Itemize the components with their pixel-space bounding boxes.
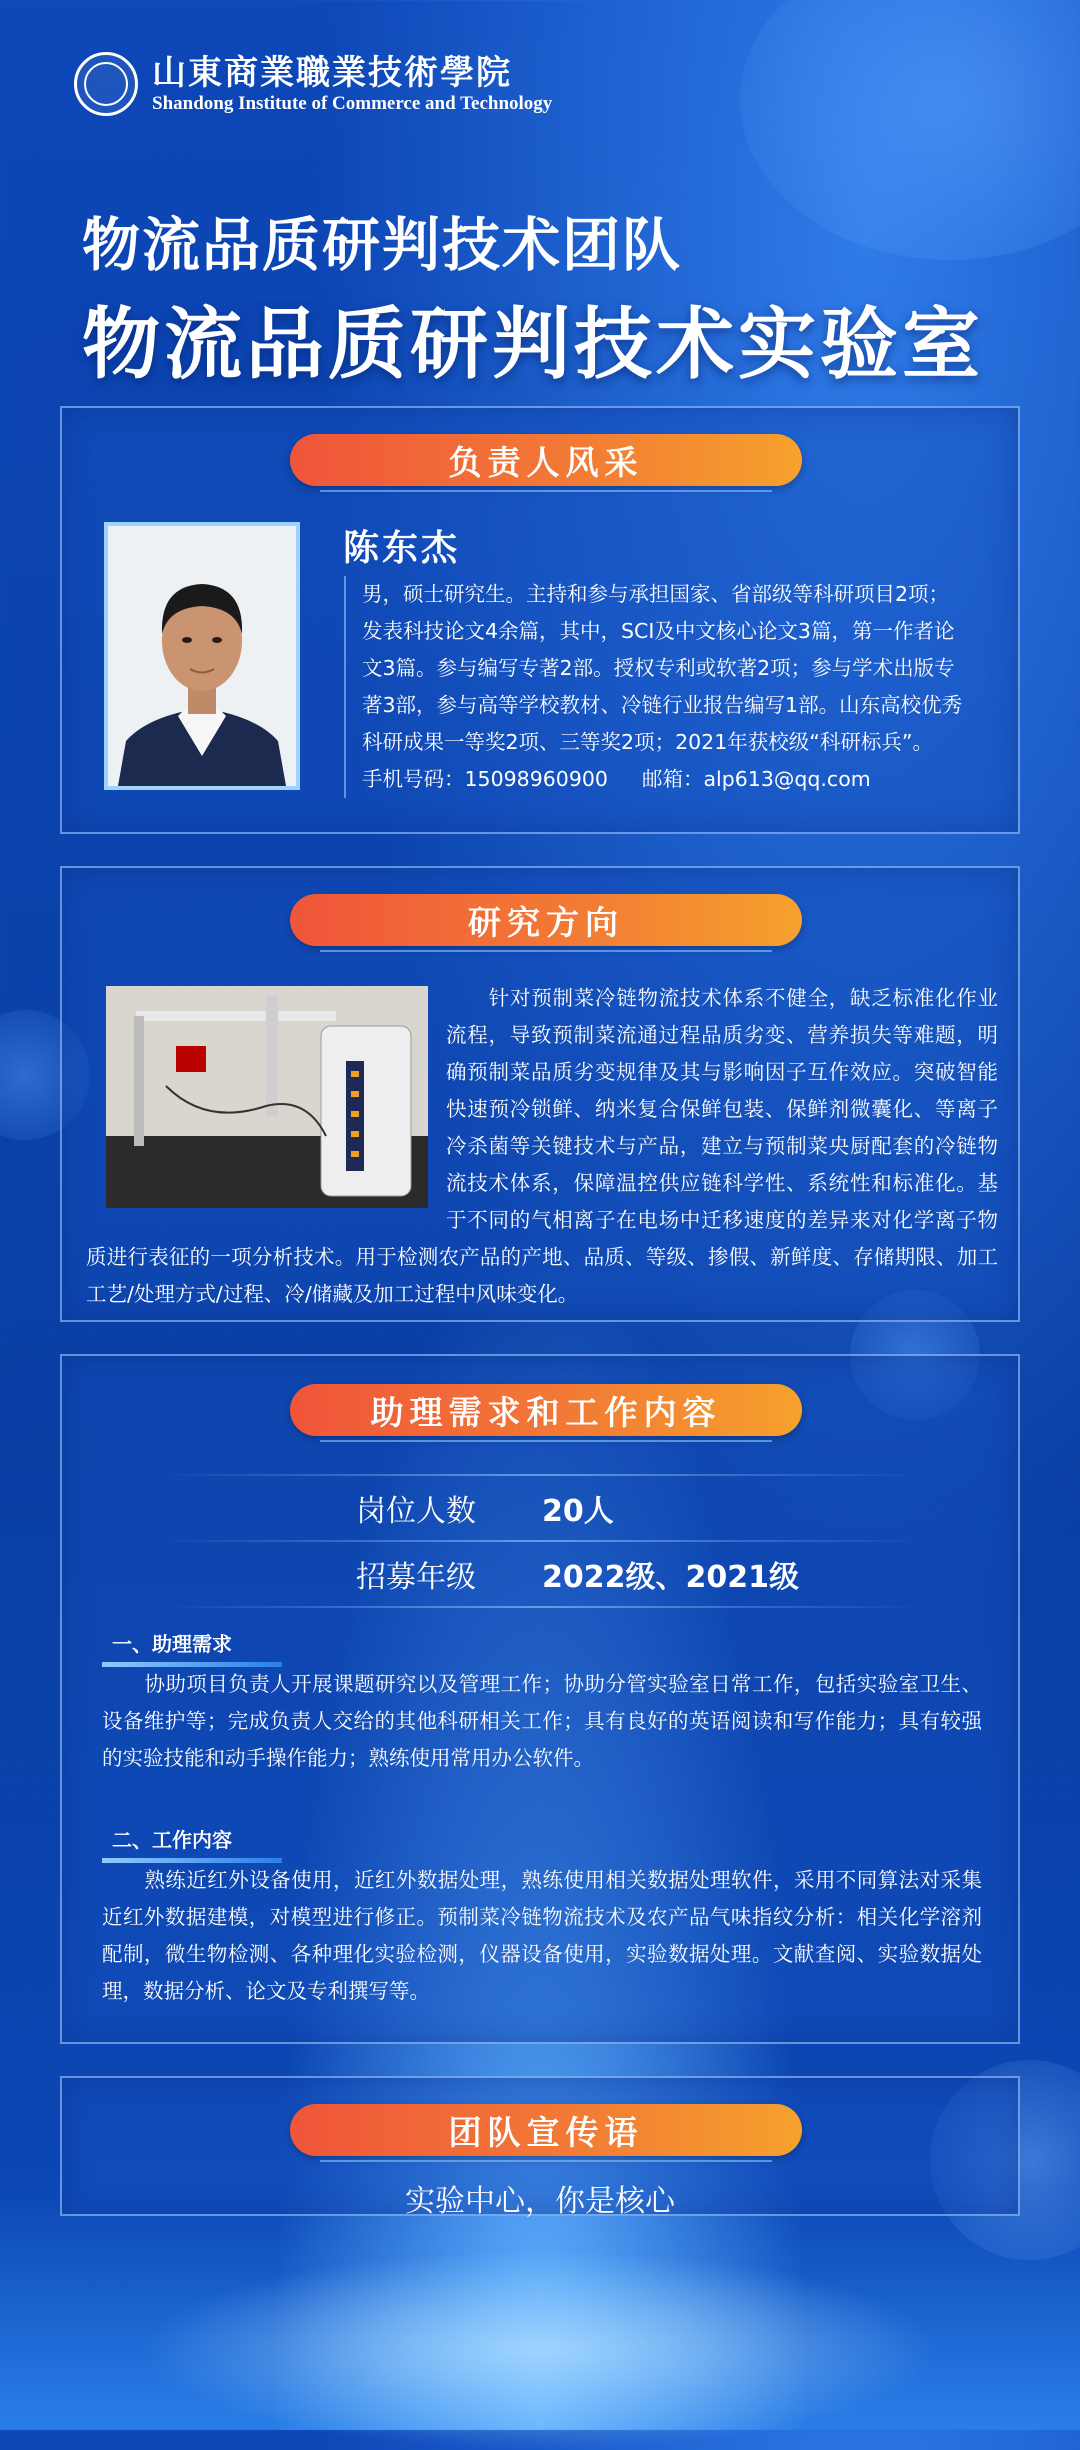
email-label: 邮箱： [641,767,704,791]
leader-section-title: 负责人风采 [290,434,802,486]
research-panel [60,866,1020,1322]
positions-row [356,1486,614,1530]
recruit-panel [60,1354,1020,2044]
slogan-section-title: 团队宣传语 [290,2104,802,2156]
school-logo [74,52,552,116]
leader-bio [344,576,1002,798]
divider-line [162,1474,922,1476]
bio-line: 文3篇。参与编写专著2部。授权专利或软著2项；参与学术出版专 [362,656,955,680]
bio-line: 男，硕士研究生。主持和参与承担国家、省部级等科研项目2项； [362,582,950,606]
grade-value: 2022级、2021级 [542,1560,799,1595]
bio-line: 著3部，参与高等学校教材、冷链行业报告编写1部。山东高校优秀 [362,693,963,717]
phone-label: 手机号码： [362,767,465,791]
requirements-text [102,1666,982,1777]
leader-photo [104,522,300,790]
recruit-section-title: 助理需求和工作内容 [290,1384,802,1436]
grade-label: 招募年级 [356,1560,476,1595]
leader-name: 陈东杰 [343,528,461,569]
positions-value: 20人 [542,1494,614,1529]
divider-line [162,1606,922,1608]
leader-panel [60,406,1020,834]
work-body: 熟练近红外设备使用，近红外数据处理，熟练使用相关数据处理软件，采用不同算法对采集近红外数据建模，对模型进行修正。预制菜冷链物流技术及农产品气味指纹分析：相关化学溶剂配制，微生物检测、各种理化实验检测，仪器设备使用，实验数据处理。文献查阅、实验数据处理，数据分析、论文及专利撰写等。 [102,1868,982,2003]
research-text: 针对预制菜冷链物流技术体系不健全，缺乏标准化作业流程，导致预制菜流通过程品质劣变、营养损失等难题，明确预制菜品质劣变规律及其与影响因子互作效应。突破智能快速预冷锁鲜、纳米复合保鲜包装、保鲜剂微囊化、等离子冷杀菌等关键技术与产品，建立与预制菜央厨配套的冷链物流技术体系，保障温控供应链科学性、系统性和标准化。基于不同的气相离子在电场中迁移速度的差异来对化学离子物质进行表征的一项分析技术。用于检测农产品的产地、品质、等级、掺假、新鲜度、存储期限、加工工艺/处理方式/过程、冷/储藏及加工过程中风味变化。 [86,986,998,1306]
slogan-text: 实验中心，你是核心 [405,2184,675,2219]
divider-line [162,1540,922,1542]
school-seal-icon [74,52,138,116]
bio-line: 发表科技论文4余篇，其中，SCI及中文核心论文3篇，第一作者论 [362,619,955,643]
grade-row [356,1552,799,1596]
team-title: 物流品质研判技术团队 [82,211,683,279]
bio-line: 科研成果一等奖2项、三等奖2项；2021年获校级“科研标兵”。 [362,730,933,754]
lab-title: 物流品质研判技术实验室 [82,300,985,390]
bg-glow-top-right [740,0,1080,260]
person-portrait-icon [108,526,296,786]
positions-label: 岗位人数 [356,1494,476,1529]
school-name-cn: 山東商業職業技術學院 [152,53,512,93]
email-address[interactable]: alp613@qq.com [703,767,871,791]
research-section-title: 研究方向 [290,894,802,946]
phone-number[interactable]: 15098960900 [464,767,608,791]
requirements-body: 协助项目负责人开展课题研究以及管理工作；协助分管实验室日常工作，包括实验室卫生、设备维护等；完成负责人交给的其他科研相关工作；具有良好的英语阅读和写作能力；具有较强的实验技能和动手操作能力；熟练使用常用办公软件。 [102,1672,982,1770]
bg-horizon-glow [140,2250,940,2450]
slogan-panel [60,2076,1020,2219]
requirements-heading: 一、助理需求 [112,1628,232,1663]
research-description [86,980,998,1313]
work-heading: 二、工作内容 [112,1824,232,1859]
work-text [102,1862,982,2010]
contact-line [362,761,1002,798]
school-name-en: Shandong Institute of Commerce and Technology [152,93,553,114]
